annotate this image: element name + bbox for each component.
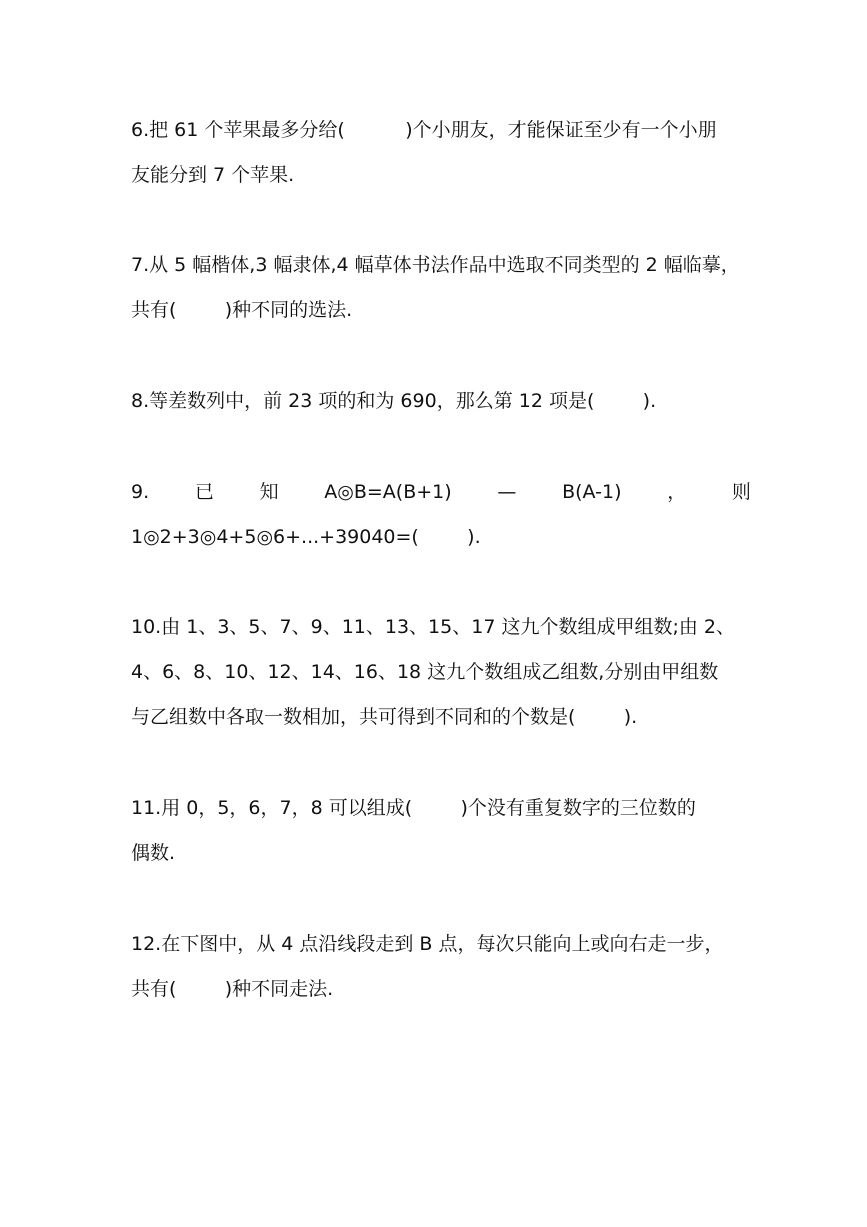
question-9-line-1: [131, 479, 751, 505]
question-12-line-2: 共有( )种不同走法.: [131, 978, 334, 1000]
question-9-word-yi: 已: [194, 481, 214, 503]
question-10-line-3: 与乙组数中各取一数相加，共可得到不同和的个数是( ).: [131, 706, 638, 728]
question-8-line-1: 8.等差数列中，前 23 项的和为 690，那么第 12 项是( ).: [131, 390, 657, 412]
question-6-line-1: 6.把 61 个苹果最多分给( )个小朋友，才能保证至少有一个小朋: [131, 119, 717, 141]
question-9-word-ze: 则: [731, 481, 751, 503]
question-9-formula-left: A◎B=A(B+1): [324, 481, 452, 503]
question-9-number: 9.: [131, 481, 150, 503]
question-10-line-1: 10.由 1、3、5、7、9、11、13、15、17 这九个数组成甲组数;由 2、: [131, 616, 735, 638]
question-7-line-1: 7.从 5 幅楷体,3 幅隶体,4 幅草体书法作品中选取不同类型的 2 幅临摹，: [131, 254, 740, 276]
question-9-formula-right: B(A-1): [562, 481, 622, 503]
question-11-line-1: 11.用 0，5，6，7，8 可以组成( )个没有重复数字的三位数的: [131, 797, 696, 819]
question-9-comma: ，: [667, 481, 687, 503]
question-11-line-2: 偶数.: [131, 842, 176, 864]
question-9-line-2: 1◎2+3◎4+5◎6+...+39040=( ).: [131, 526, 481, 548]
question-9-minus: —: [497, 481, 517, 503]
question-9-word-zhi: 知: [259, 481, 279, 503]
question-6-line-2: 友能分到 7 个苹果.: [131, 164, 295, 186]
question-7-line-2: 共有( )种不同的选法.: [131, 299, 353, 321]
question-12-line-1: 12.在下图中，从 4 点沿线段走到 B 点，每次只能向上或向右走一步，: [131, 933, 724, 955]
question-10-line-2: 4、6、8、10、12、14、16、18 这九个数组成乙组数,分别由甲组数: [131, 661, 719, 683]
